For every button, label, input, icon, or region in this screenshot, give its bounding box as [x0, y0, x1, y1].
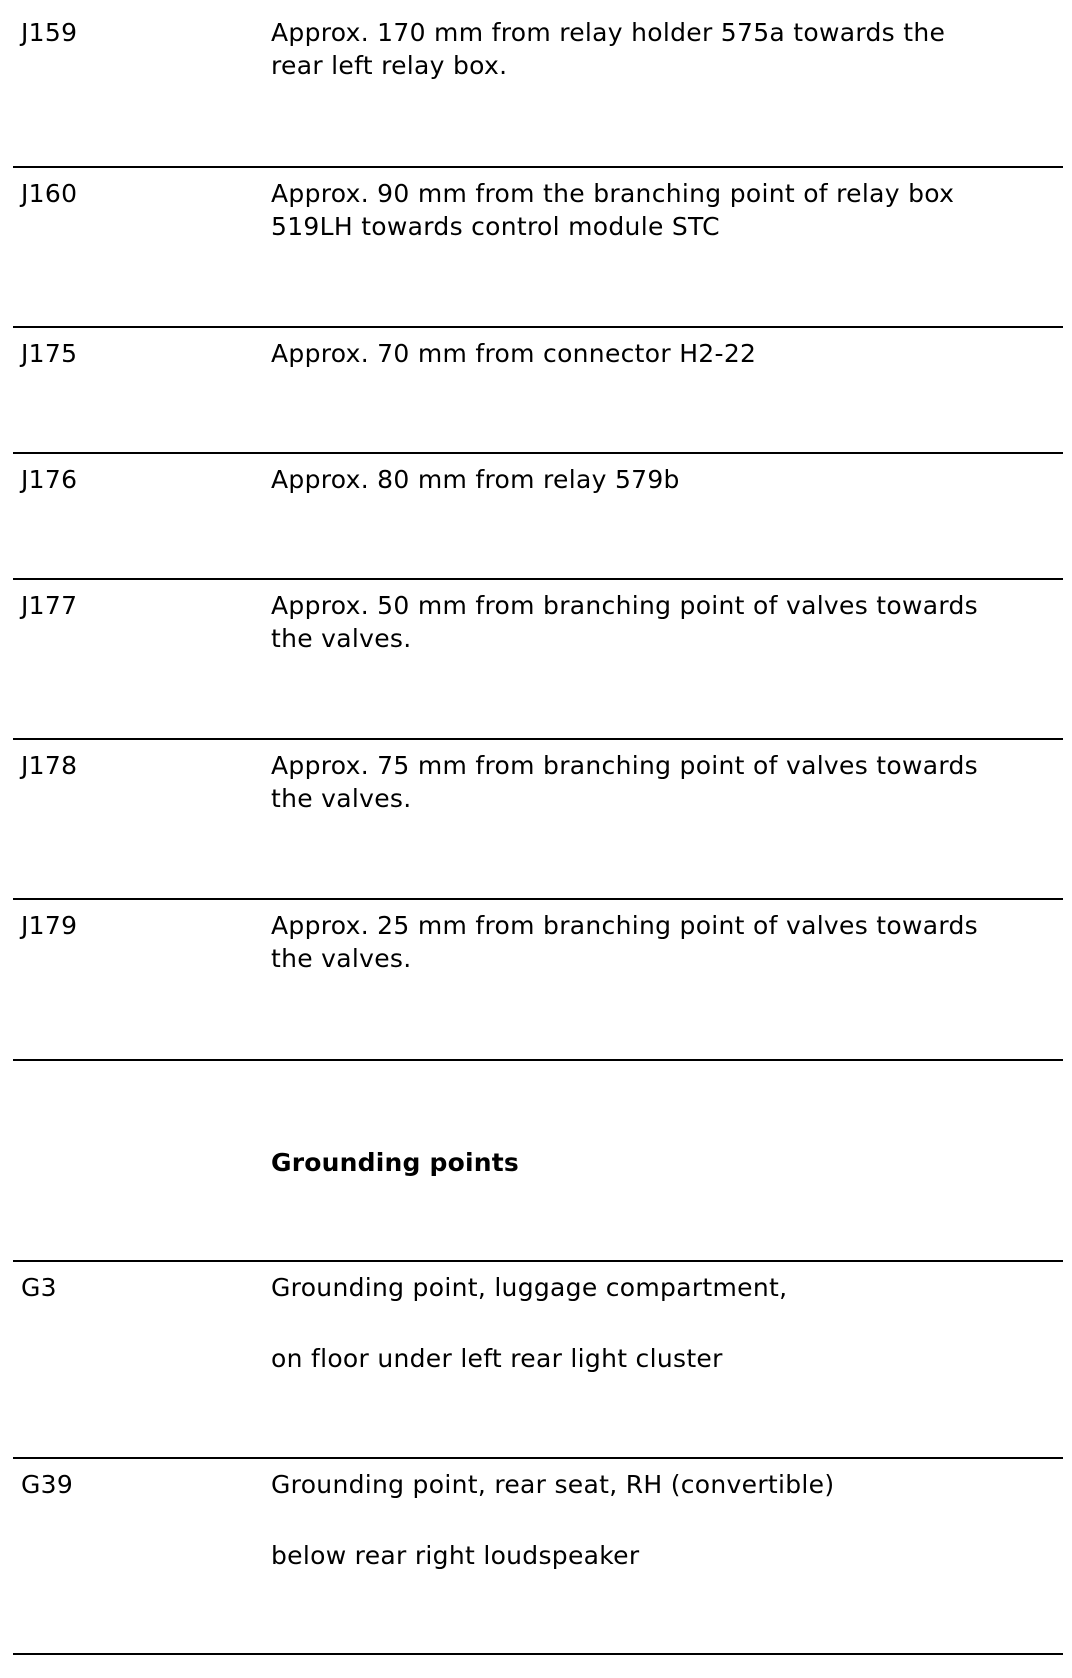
row-divider [13, 1653, 1063, 1655]
row-divider [13, 578, 1063, 580]
section-heading: Grounding points [271, 1148, 519, 1177]
grounding-description-line2: on floor under left rear light cluster [271, 1344, 723, 1373]
row-divider [13, 738, 1063, 740]
row-divider [13, 898, 1063, 900]
junction-code: J175 [21, 339, 78, 368]
junction-description: Approx. 50 mm from branching point of valves towards the valves. [271, 591, 978, 653]
junction-code: J178 [21, 751, 78, 780]
grounding-code: G39 [21, 1470, 74, 1499]
junction-code: J160 [21, 179, 78, 208]
grounding-description-line1: Grounding point, luggage compartment, [271, 1273, 788, 1302]
junction-code: J177 [21, 591, 78, 620]
junction-code: J176 [21, 465, 78, 494]
junction-description: Approx. 75 mm from branching point of valves towards the valves. [271, 751, 978, 813]
junction-code: J179 [21, 911, 78, 940]
junction-description: Approx. 90 mm from the branching point of relay box 519LH towards control module STC [271, 179, 955, 241]
row-divider [13, 166, 1063, 168]
junction-description: Approx. 170 mm from relay holder 575a towards the rear left relay box. [271, 18, 946, 80]
row-divider [13, 1059, 1063, 1061]
row-divider [13, 1457, 1063, 1459]
grounding-code: G3 [21, 1273, 57, 1302]
junction-code: J159 [21, 18, 78, 47]
junction-description: Approx. 80 mm from relay 579b [271, 465, 680, 494]
junction-description: Approx. 25 mm from branching point of valves towards the valves. [271, 911, 978, 973]
grounding-description-line2: below rear right loudspeaker [271, 1541, 640, 1570]
junction-description: Approx. 70 mm from connector H2-22 [271, 339, 757, 368]
row-divider [13, 326, 1063, 328]
row-divider [13, 452, 1063, 454]
grounding-description-line1: Grounding point, rear seat, RH (convertible) [271, 1470, 835, 1499]
row-divider [13, 1260, 1063, 1262]
